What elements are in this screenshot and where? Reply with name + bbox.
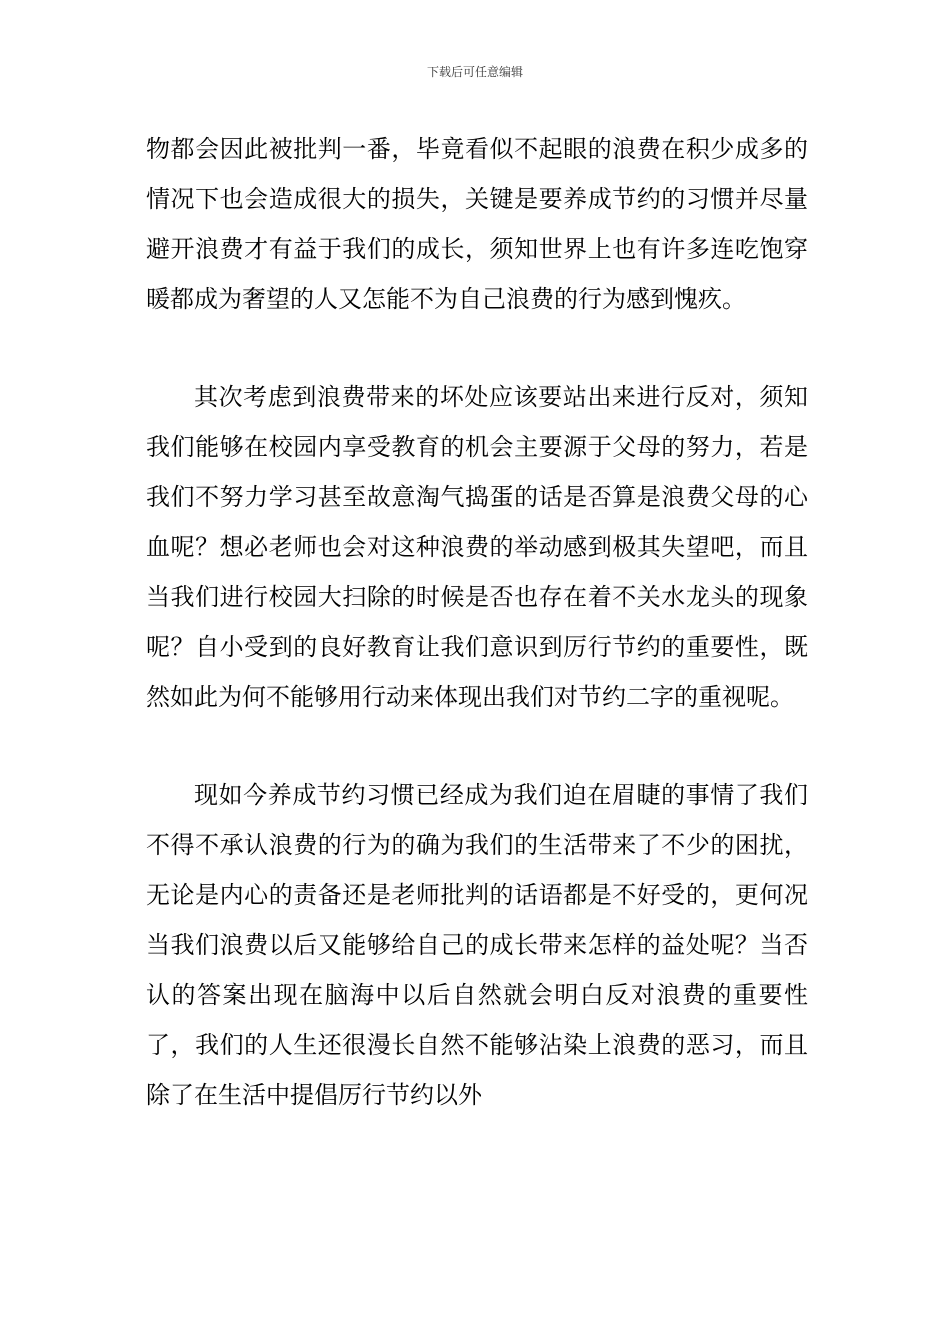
- paragraph-continuation: 物都会因此被批判一番，毕竟看似不起眼的浪费在积少成多的情况下也会造成很大的损失，关键是要养成节约的习惯并尽量避开浪费才有益于我们的成长，须知世界上也有许多连吃饱穿暖都成为奢望的人又怎能不为自己浪费的行为感到愧疚。: [146, 135, 808, 313]
- paragraph-gap: [146, 722, 808, 770]
- paragraph-third: 现如今养成节约习惯已经成为我们迫在眉睫的事情了我们不得不承认浪费的行为的确为我们的生活带来了不少的困扰，无论是内心的责备还是老师批判的话语都是不好受的，更何况当我们浪费以后又能够给自己的成长带来怎样的益处呢？当否认的答案出现在脑海中以后自然就会明白反对浪费的重要性了，我们的人生还很漫长自然不能够沾染上浪费的恶习，而且除了在生活中提倡厉行节约以外: [146, 781, 808, 1109]
- document-body: [146, 124, 808, 1120]
- paragraph-gap: [146, 324, 808, 372]
- paragraph-second: 其次考虑到浪费带来的坏处应该要站出来进行反对，须知我们能够在校园内享受教育的机会主要源于父母的努力，若是我们不努力学习甚至故意淘气捣蛋的话是否算是浪费父母的心血呢？想必老师也会对这种浪费的举动感到极其失望吧，而且当我们进行校园大扫除的时候是否也存在着不关水龙头的现象呢？自小受到的良好教育让我们意识到厉行节约的重要性，既然如此为何不能够用行动来体现出我们对节约二字的重视呢。: [146, 383, 808, 711]
- page-header: 下载后可任意编辑: [426, 65, 523, 79]
